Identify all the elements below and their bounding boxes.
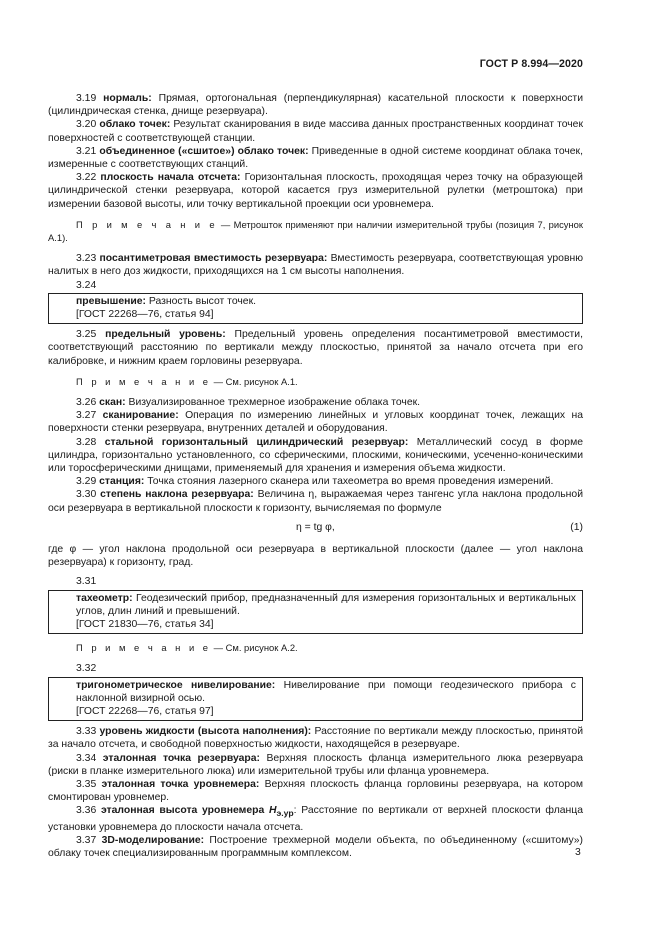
source-reference: [ГОСТ 22268—76, статья 94]	[76, 309, 214, 321]
term: стальной горизонтальный цилиндрический резервуар:	[104, 436, 409, 448]
note-3-31: П р и м е ч а н и е — См. рисунок А.2.	[76, 642, 298, 654]
note-3-22: П р и м е ч а н и е — Метрошток применяют при наличии измерительной трубы (позиция 7, рисунок А.1).	[48, 218, 583, 244]
quoted-definition-box-3-32	[48, 677, 583, 722]
definition-number-3-24: 3.24	[76, 279, 97, 291]
term: эталонная точка уровнемера:	[101, 778, 260, 790]
definition-number-3-31: 3.31	[76, 576, 97, 588]
formula-number: (1)	[570, 521, 583, 533]
definition-3-34: 3.34 эталонная точка резервуара: Верхняя плоскость фланца измерительного люка резервуара (риски в планке измерительного люка) или измерительной трубы или фланца уровнемера.	[48, 752, 583, 777]
standard-header: ГОСТ Р 8.994—2020	[479, 58, 583, 70]
term: тригонометрическое нивелирование:	[76, 679, 276, 691]
term: уровень жидкости (высота наполнения):	[99, 726, 312, 738]
symbol-h: H	[268, 805, 277, 817]
definition-3-19: 3.19 нормаль: Прямая, ортогональная (перпендикулярная) касательной плоскости к поверхности (цилиндрическая стенка, днище резервуара).	[48, 93, 583, 118]
definition-3-36: 3.36 эталонная высота уровнемера $H_{э.ур}$: Расстояние по вертикали от верхней плоскости фланца установки уровнемера до плоскости начала отсчета.	[48, 805, 584, 833]
note-label: П р и м е ч а н и е	[76, 642, 212, 654]
definition-3-26: 3.26 скан: Визуализированное трехмерное изображение облака точек.	[76, 397, 421, 409]
page-content	[48, 92, 583, 860]
term: сканирование:	[102, 410, 179, 422]
term: посантиметровая вместимость резервуара:	[99, 253, 328, 265]
term: облако точек:	[99, 119, 171, 131]
formula-expression: η = tg φ,	[296, 521, 335, 533]
quoted-definition-box-3-31	[48, 590, 583, 635]
term: тахеометр:	[76, 592, 133, 604]
term: объединенное («сшитое») облако точек:	[99, 145, 309, 157]
definition-3-33: 3.33 уровень жидкости (высота наполнения): Расстояние по вертикали между плоскостью, принятой за начало отсчета, и свободной поверхностью жидкости, находящейся в резервуаре.	[48, 726, 583, 751]
definition-3-27: 3.27 сканирование: Операция по измерению линейных и угловых координат точек, лежащих на поверхности стенки резервуара, внутренних деталей и оборудования.	[48, 410, 584, 435]
source-reference: [ГОСТ 21830—76, статья 34]	[76, 618, 214, 630]
quoted-definition-box-3-24	[48, 293, 583, 324]
definition-3-20: 3.20 облако точек: Результат сканирования в виде массива данных пространственных координат точек поверхностей с соответствующей станции.	[48, 119, 584, 144]
term: скан:	[99, 397, 126, 409]
term: предельный уровень:	[105, 329, 226, 341]
term: эталонная точка резервуара:	[102, 752, 260, 764]
definition-3-31: тахеометр: Геодезический прибор, предназначенный для измерения горизонтальных и вертикальных углов, длин линий и превышений.	[76, 592, 576, 617]
note-label: П р и м е ч а н и е	[76, 375, 212, 387]
term: станция:	[99, 476, 145, 488]
definition-3-21: 3.21 объединенное («сшитое») облако точек: Приведенные в одной системе координат облака точек, измеренные с соответствующих станций.	[48, 145, 583, 171]
formula-explanation: где φ — угол наклона продольной оси резервуара в вертикальной плоскости (далее — угол наклона резервуара) к горизонту, град.	[48, 543, 583, 569]
definition-number-3-32: 3.32	[76, 663, 97, 675]
term: плоскость начала отсчета:	[100, 172, 241, 184]
note-3-25: П р и м е ч а н и е — См. рисунок А.1.	[76, 375, 298, 387]
source-reference: [ГОСТ 22268—76, статья 97]	[76, 705, 214, 717]
term: нормаль:	[103, 93, 152, 104]
definition-3-28: 3.28 стальной горизонтальный цилиндрический резервуар: Металлический сосуд в форме цилиндра, горизонтально установленного, со сферическими, плоскими, коническими, усеченно-коническими или торосферическими днищами, применяемый для хранения и измерения объема жидкости.	[48, 436, 584, 475]
definition-3-22: 3.22 плоскость начала отсчета: Горизонтальная плоскость, проходящая через точку на образующей цилиндрической стенки резервуара, которой касается груз измерительной рулетки (метроштока) при измерении базовой высоты, или точку вертикальной проекции оси уровнемера.	[48, 172, 583, 210]
definition-3-23: 3.23 посантиметровая вместимость резервуара: Вместимость резервуара, соответствующая уровню налитых в него доз жидкости, приходящихся на 1 см высоты наполнения.	[48, 253, 583, 278]
term: степень наклона резервуара:	[100, 489, 254, 501]
definition-3-25: 3.25 предельный уровень: Предельный уровень определения посантиметровой вместимости, соответствующий расстоянию по вертикали между плоскостью, принятой за начало отсчета при его калибровке, и нижним краем горловины резервуара.	[48, 329, 584, 367]
term: 3D-моделирование:	[101, 834, 205, 846]
definition-3-32: тригонометрическое нивелирование: Нивелирование при помощи геодезического прибора с наклонной визирной осью.	[76, 679, 577, 704]
term: эталонная высота уровнемера	[100, 805, 269, 817]
symbol-subscript: э.ур	[276, 808, 294, 819]
definition-3-24: превышение: Разность высот точек.	[76, 295, 256, 307]
term: превышение:	[76, 295, 147, 307]
page-number: 3	[575, 847, 581, 858]
definition-3-35: 3.35 эталонная точка уровнемера: Верхняя плоскость фланца горловины резервуара, на котором смонтирован уровнемер.	[48, 778, 583, 804]
definition-3-37: 3.37 3D-моделирование: Построение трехмерной модели объекта, по объединенному («сшитому») облаку точек специализированным программным комплексом.	[48, 834, 584, 860]
definition-3-29: 3.29 станция: Точка стояния лазерного сканера или тахеометра во время проведения измерений.	[76, 476, 554, 488]
definition-3-30: 3.30 степень наклона резервуара: Величина η, выражаемая через тангенс угла наклона продольной оси резервуара в вертикальной плоскости к горизонту, вычисляемая по формуле	[48, 489, 584, 514]
formula-1	[48, 521, 583, 535]
note-label: П р и м е ч а н и е	[76, 218, 218, 230]
